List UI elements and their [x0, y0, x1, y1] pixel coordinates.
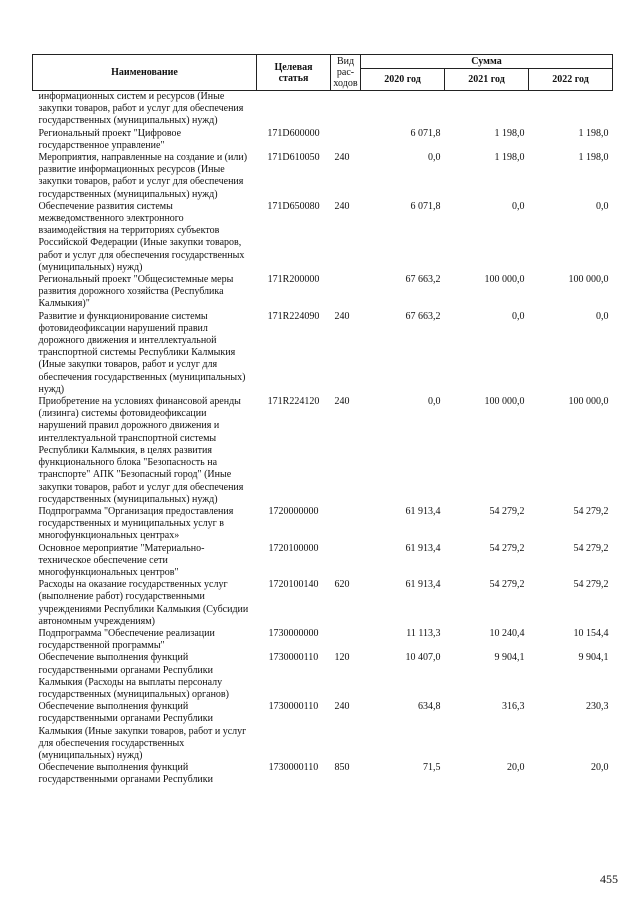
- row-sum-2021: 54 279,2: [489, 579, 525, 591]
- row-sum-2021: 54 279,2: [489, 505, 525, 517]
- row-sum-2020: 634,8: [418, 701, 441, 713]
- row-expense-type: 850: [334, 762, 350, 774]
- table-row: [33, 579, 613, 628]
- row-name: Подпрограмма "Организация предоставления государственных и муниципальных услуг в многофункциональных центрах»: [38, 505, 234, 542]
- table-row: [33, 128, 613, 152]
- table-row: [33, 91, 613, 128]
- row-sum-2022: 230,3: [586, 701, 609, 713]
- row-sum-2020: [361, 91, 445, 128]
- row-target-article: 1730000110: [268, 652, 319, 664]
- table-row: [33, 652, 613, 701]
- row-name: Расходы на оказание государственных услуг (выполнение работ) государственными учреждениями Республики Калмыкия (Субсидии автономным учреждениям): [38, 579, 249, 627]
- row-expense-type: 240: [334, 701, 350, 713]
- row-sum-2022: 20,0: [591, 762, 609, 774]
- row-sum-2020: 10 407,0: [405, 652, 441, 664]
- row-name: Основное мероприятие "Материально-техническое обеспечение сети многофункциональных центров": [38, 542, 205, 578]
- row-sum-2022: 54 279,2: [573, 542, 609, 554]
- row-name: Обеспечение развития системы межведомственного электронного взаимодействия на территориях субъектов Российской Федерации (Иные закупки товаров, работ и услуг для обеспечения государственных (муниципальных) нужд): [38, 200, 245, 273]
- row-sum-2020: 71,5: [423, 762, 441, 774]
- table-body: [33, 91, 613, 787]
- row-expense-type: [331, 274, 361, 311]
- table-header: [33, 55, 613, 91]
- budget-table: [32, 54, 613, 787]
- row-name: Региональный проект "Общесистемные меры развития дорожного хозяйства (Республика Калмыкия)": [38, 274, 234, 310]
- row-sum-2020: 0,0: [428, 152, 441, 164]
- table-row: [33, 628, 613, 652]
- row-target-article: 1730000110: [268, 762, 319, 774]
- row-sum-2020: 6 071,8: [410, 127, 441, 139]
- row-sum-2021: 0,0: [512, 200, 525, 212]
- row-expense-type: [331, 628, 361, 652]
- row-target-article: 1730000110: [268, 701, 319, 713]
- row-expense-type: 240: [334, 310, 350, 322]
- row-sum-2022: 0,0: [596, 200, 609, 212]
- row-sum-2020: 61 913,4: [405, 579, 441, 591]
- table-row: [33, 311, 613, 396]
- row-sum-2022: [529, 91, 613, 128]
- row-sum-2020: 61 913,4: [405, 542, 441, 554]
- row-target-article: 171R200000: [267, 274, 320, 286]
- table-row: [33, 762, 613, 786]
- row-sum-2020: 67 663,2: [405, 274, 441, 286]
- row-expense-type: [331, 506, 361, 543]
- row-expense-type: 240: [334, 200, 350, 212]
- row-sum-2021: 100 000,0: [484, 396, 525, 408]
- table-row: [33, 396, 613, 506]
- row-sum-2022: 100 000,0: [568, 274, 609, 286]
- row-expense-type: [331, 128, 361, 152]
- row-sum-2022: 9 904,1: [578, 652, 609, 664]
- header-year-2022: 2022 год: [529, 69, 613, 91]
- page-number: 455: [600, 872, 618, 886]
- row-target-article: 171D600000: [267, 127, 320, 139]
- table-row: [33, 701, 613, 762]
- row-sum-2022: 54 279,2: [573, 505, 609, 517]
- table-row: [33, 506, 613, 543]
- row-sum-2022: 54 279,2: [573, 579, 609, 591]
- header-target-article: Целевая статья: [257, 55, 331, 91]
- row-name: Обеспечение выполнения функций государственными органами Республики Калмыкия (Расходы на выплаты персоналу государственных (муниципальных) органов): [38, 652, 229, 700]
- header-name: Наименование: [33, 55, 257, 91]
- row-expense-type: 240: [334, 152, 350, 164]
- row-name: информационных систем и ресурсов (Иные закупки товаров, работ и услуг для обеспечения государственных (муниципальных) нужд): [38, 91, 244, 127]
- row-expense-type: 240: [334, 396, 350, 408]
- row-sum-2021: 54 279,2: [489, 542, 525, 554]
- row-sum-2020: 61 913,4: [405, 505, 441, 517]
- row-sum-2022: 1 198,0: [578, 152, 609, 164]
- row-sum-2021: 9 904,1: [494, 652, 525, 664]
- row-target-article: [257, 91, 331, 128]
- row-sum-2020: 67 663,2: [405, 310, 441, 322]
- header-year-2021: 2021 год: [445, 69, 529, 91]
- row-name: Мероприятия, направленные на создание и (или) развитие информационных ресурсов (Иные закупки товаров, работ и услуг для обеспечения государственных (муниципальных) нужд): [38, 152, 248, 200]
- table-row: [33, 152, 613, 201]
- row-sum-2021: [445, 91, 529, 128]
- row-name: Обеспечение выполнения функций государственными органами Республики Калмыкия (Иные закупки товаров, работ и услуг для обеспечения государственных (муниципальных) нужд): [38, 701, 247, 761]
- header-year-2020: 2020 год: [361, 69, 445, 91]
- row-target-article: 1720100000: [268, 542, 319, 554]
- row-sum-2022: 10 154,4: [573, 627, 609, 639]
- row-sum-2021: 316,3: [502, 701, 525, 713]
- row-target-article: 171D610050: [267, 152, 320, 164]
- table-row: [33, 543, 613, 580]
- table-row: [33, 274, 613, 311]
- row-name: Развитие и функционирование системы фотовидеофиксации нарушений правил дорожного движения и интеллектуальной транспортной системы Республики Калмыкия (Иные закупки товаров, работ и услуг для обеспечения государственных (муниципальных) нужд): [38, 310, 246, 395]
- row-sum-2021: 0,0: [512, 310, 525, 322]
- row-sum-2021: 1 198,0: [494, 152, 525, 164]
- row-name: Региональный проект "Цифровое государственное управление": [38, 127, 182, 151]
- row-sum-2021: 10 240,4: [489, 627, 525, 639]
- row-name: Обеспечение выполнения функций государственными органами Республики: [38, 762, 213, 786]
- row-target-article: 1730000000: [268, 627, 319, 639]
- row-sum-2020: 11 113,3: [406, 627, 441, 639]
- row-sum-2022: 100 000,0: [568, 396, 609, 408]
- row-target-article: 1720000000: [268, 505, 319, 517]
- table-row: [33, 201, 613, 274]
- row-sum-2021: 100 000,0: [484, 274, 525, 286]
- row-sum-2022: 0,0: [596, 310, 609, 322]
- header-sum: Сумма: [361, 55, 613, 69]
- row-target-article: 1720100140: [268, 579, 319, 591]
- row-target-article: 171D650080: [267, 200, 320, 212]
- row-expense-type: [331, 91, 361, 128]
- row-name: Приобретение на условиях финансовой аренды (лизинга) системы фотовидеофиксации нарушений правил дорожного движения и интеллектуальной транспортной системы Республики Калмыкия, в целях развития функционального блока "Безопасность на транспорте" АПК "Безопасный город" (Иные закупки товаров, работ и услуг для обеспечения государственных (муниципальных) нужд): [38, 396, 244, 505]
- row-sum-2020: 0,0: [428, 396, 441, 408]
- row-sum-2021: 1 198,0: [494, 127, 525, 139]
- row-expense-type: 120: [334, 652, 350, 664]
- row-target-article: 171R224090: [267, 310, 320, 322]
- row-sum-2020: 6 071,8: [410, 200, 441, 212]
- row-sum-2022: 1 198,0: [578, 127, 609, 139]
- row-name: Подпрограмма "Обеспечение реализации государственной программы": [38, 627, 215, 652]
- budget-table-sheet: [32, 54, 612, 787]
- header-expense-type: Вид рас-ходов: [331, 55, 361, 91]
- row-sum-2021: 20,0: [507, 762, 525, 774]
- row-expense-type: [331, 543, 361, 580]
- row-target-article: 171R224120: [267, 396, 320, 408]
- row-expense-type: 620: [334, 579, 350, 591]
